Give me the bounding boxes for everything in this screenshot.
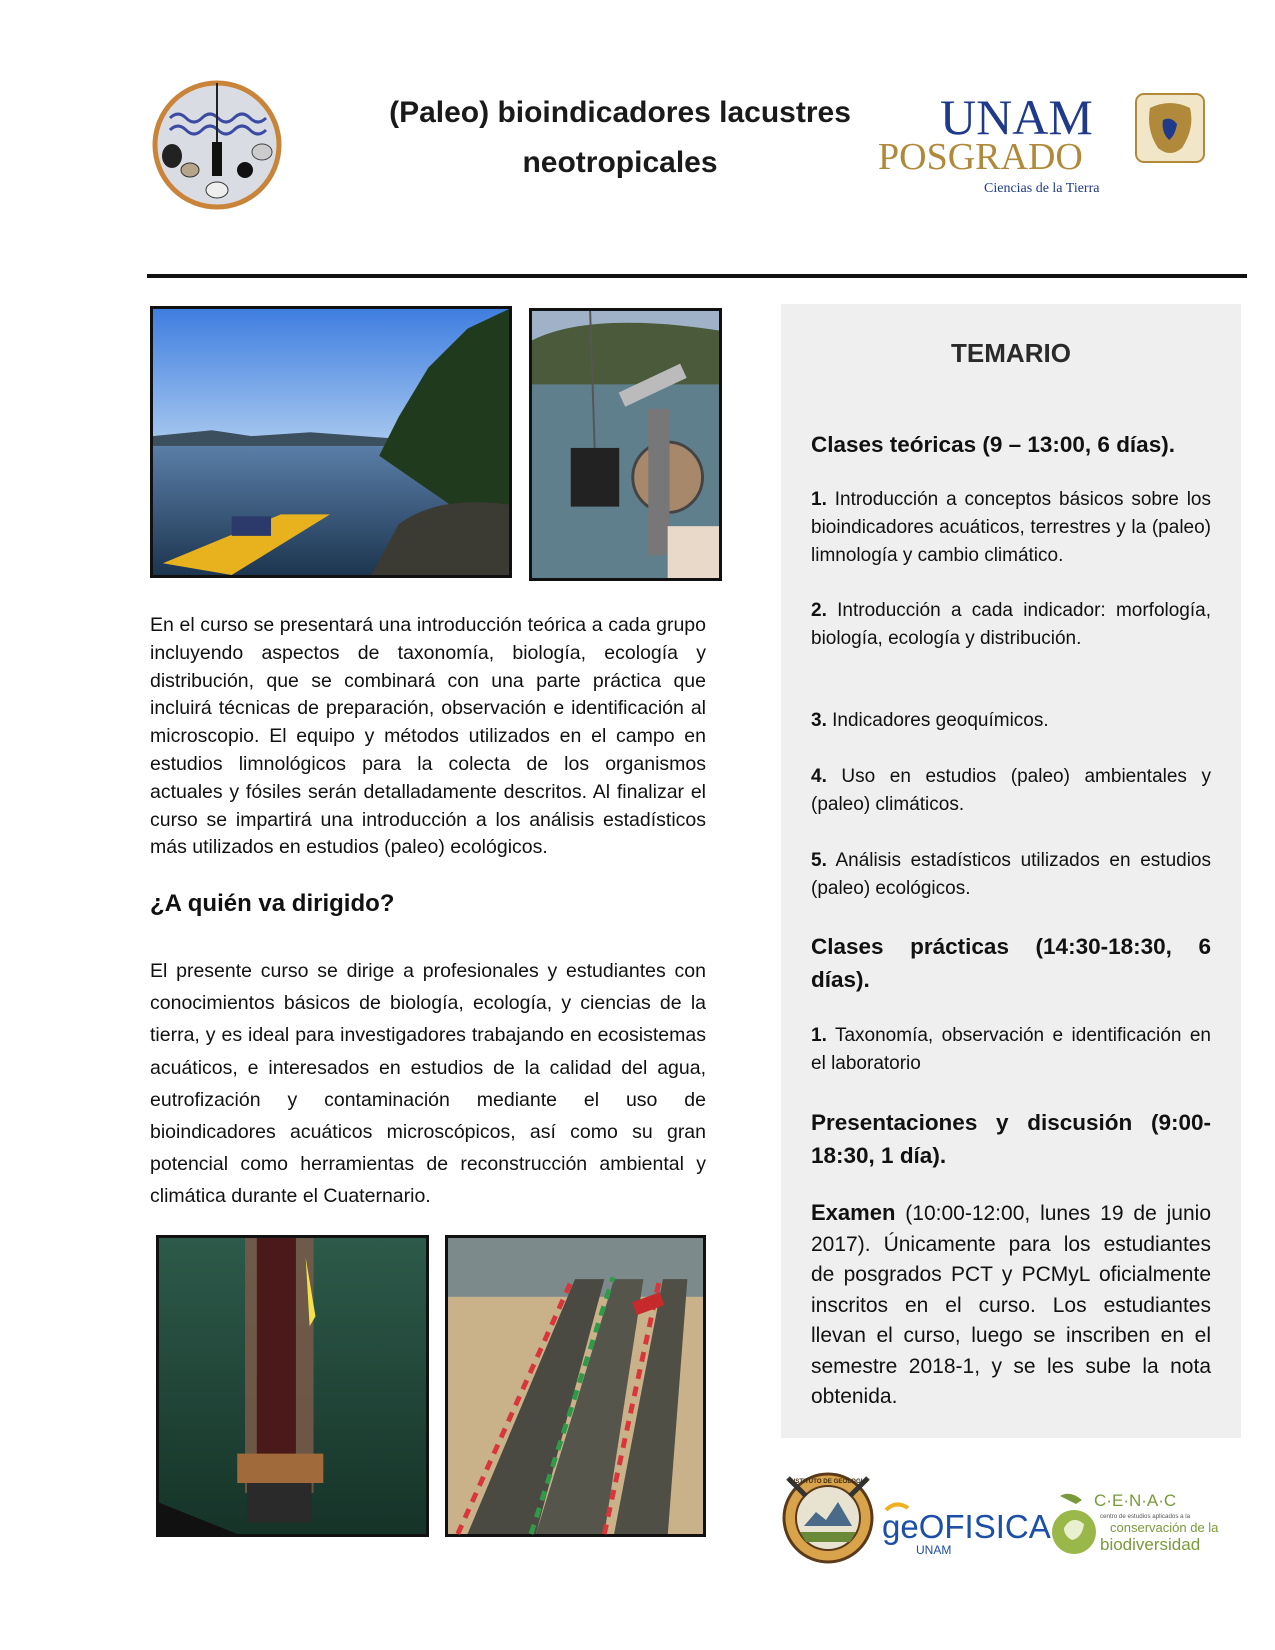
page-title bbox=[360, 88, 880, 188]
teoricas-item-5 bbox=[811, 847, 1211, 903]
title-line-1: (Paleo) bioindicadores lacustres bbox=[389, 96, 851, 129]
teoricas-item-3 bbox=[811, 707, 1211, 735]
item-text: Uso en estudios (paleo) ambientales y (paleo) climáticos. bbox=[811, 766, 1211, 815]
item-text: Análisis estadísticos utilizados en estudios (paleo) ecológicos. bbox=[811, 850, 1211, 899]
practicas-item-1 bbox=[811, 1022, 1211, 1078]
lake-photo bbox=[150, 306, 512, 578]
header-divider bbox=[147, 274, 1247, 278]
exam-text: (10:00-12:00, lunes 19 de junio 2017). Únicamente para los estudiantes de posgrados PCT y PCMyL oficialmente inscritos en el curso. Los estudiantes llevan el curso, luego se inscriben en el semestre 2018-1, y se les sube la nota obtenida. bbox=[811, 1202, 1211, 1408]
item-number: 2. bbox=[811, 600, 827, 621]
geofisica-logo bbox=[880, 1498, 1051, 1558]
teoricas-item-2 bbox=[811, 597, 1211, 653]
item-number: 3. bbox=[811, 710, 827, 731]
unam-posgrado-logo bbox=[878, 90, 1208, 200]
teoricas-item-1 bbox=[811, 486, 1211, 570]
who-paragraph: El presente curso se dirige a profesionales y estudiantes con conocimientos básicos de biología, ecología, y ciencias de la tierra, y es ideal para investigadores trabajando en ecosistemas acuáticos, e interesados en estudios de la calidad del agua, eutrofización y contaminación mediante el uso de bioindicadores acuáticos microscópicos, así como su gran potencial como herramientas de reconstrucción ambiental y climática durante el Cuaternario. bbox=[150, 960, 706, 1208]
instituto-geologia-logo bbox=[780, 1470, 876, 1566]
cenac-title: C·E·N·A·C bbox=[1094, 1491, 1177, 1510]
item-number: 4. bbox=[811, 766, 827, 787]
unam-logo-line1: UNAM bbox=[940, 89, 1093, 145]
geologia-ring-text: INSTITUTO DE GEOLOGIA bbox=[789, 1478, 867, 1485]
temario-title: TEMARIO bbox=[951, 338, 1071, 368]
presentaciones-heading: Presentaciones y discusión (9:00-18:30, 1 día). bbox=[811, 1110, 1211, 1168]
unam-logo-subtitle: Ciencias de la Tierra bbox=[984, 181, 1100, 196]
cenac-line-1: centro de estudios aplicados a la bbox=[1100, 1513, 1191, 1520]
exam-label: Examen bbox=[811, 1200, 896, 1225]
geofisica-sub-text: UNAM bbox=[916, 1543, 952, 1557]
item-text: Introducción a cada indicador: morfología, biología, ecología y distribución. bbox=[811, 600, 1212, 649]
practicas-heading: Clases prácticas (14:30-18:30, 6 días). bbox=[811, 934, 1211, 992]
intro-paragraph: En el curso se presentará una introducción teórica a cada grupo incluyendo aspectos de taxonomía, biología, ecología y distribución, que se combinará con una parte práctica que incluirá técnicas de preparación, observación e identificación al microscopio. El equipo y métodos utilizados en el campo en estudios limnológicos para la colecta de los organismos actuales y fósiles serán detalladamente descritos. Al finalizar el curso se impartirá una introducción a los análisis estadísticos más utilizados en estudios (paleo) ecológicos. bbox=[150, 614, 706, 859]
item-text: Taxonomía, observación e identificación en el laboratorio bbox=[811, 1025, 1211, 1074]
core-in-water-photo bbox=[156, 1235, 429, 1537]
unam-logo-line2: POSGRADO bbox=[878, 136, 1083, 178]
who-heading: ¿A quién va dirigido? bbox=[150, 890, 395, 917]
item-text: Introducción a conceptos básicos sobre los bioindicadores acuáticos, terrestres y la (paleo) limnología y cambio climático. bbox=[811, 489, 1211, 566]
cenac-logo bbox=[1050, 1488, 1219, 1560]
item-number: 1. bbox=[811, 489, 827, 510]
core-lab-photo bbox=[445, 1235, 706, 1537]
teoricas-item-4 bbox=[811, 763, 1211, 819]
item-number: 5. bbox=[811, 850, 827, 871]
cenac-line-3: biodiversidad bbox=[1100, 1535, 1201, 1554]
title-line-2: neotropicales bbox=[522, 146, 718, 179]
exam-block bbox=[811, 1198, 1211, 1413]
geofisica-main-text: geOFISICA bbox=[882, 1508, 1051, 1545]
course-logo bbox=[150, 78, 284, 212]
item-text: Indicadores geoquímicos. bbox=[832, 710, 1049, 731]
item-number: 1. bbox=[811, 1025, 827, 1046]
sampler-photo bbox=[529, 308, 722, 581]
teoricas-heading: Clases teóricas (9 – 13:00, 6 días). bbox=[811, 432, 1175, 457]
cenac-line-2: conservación de la bbox=[1110, 1520, 1219, 1535]
